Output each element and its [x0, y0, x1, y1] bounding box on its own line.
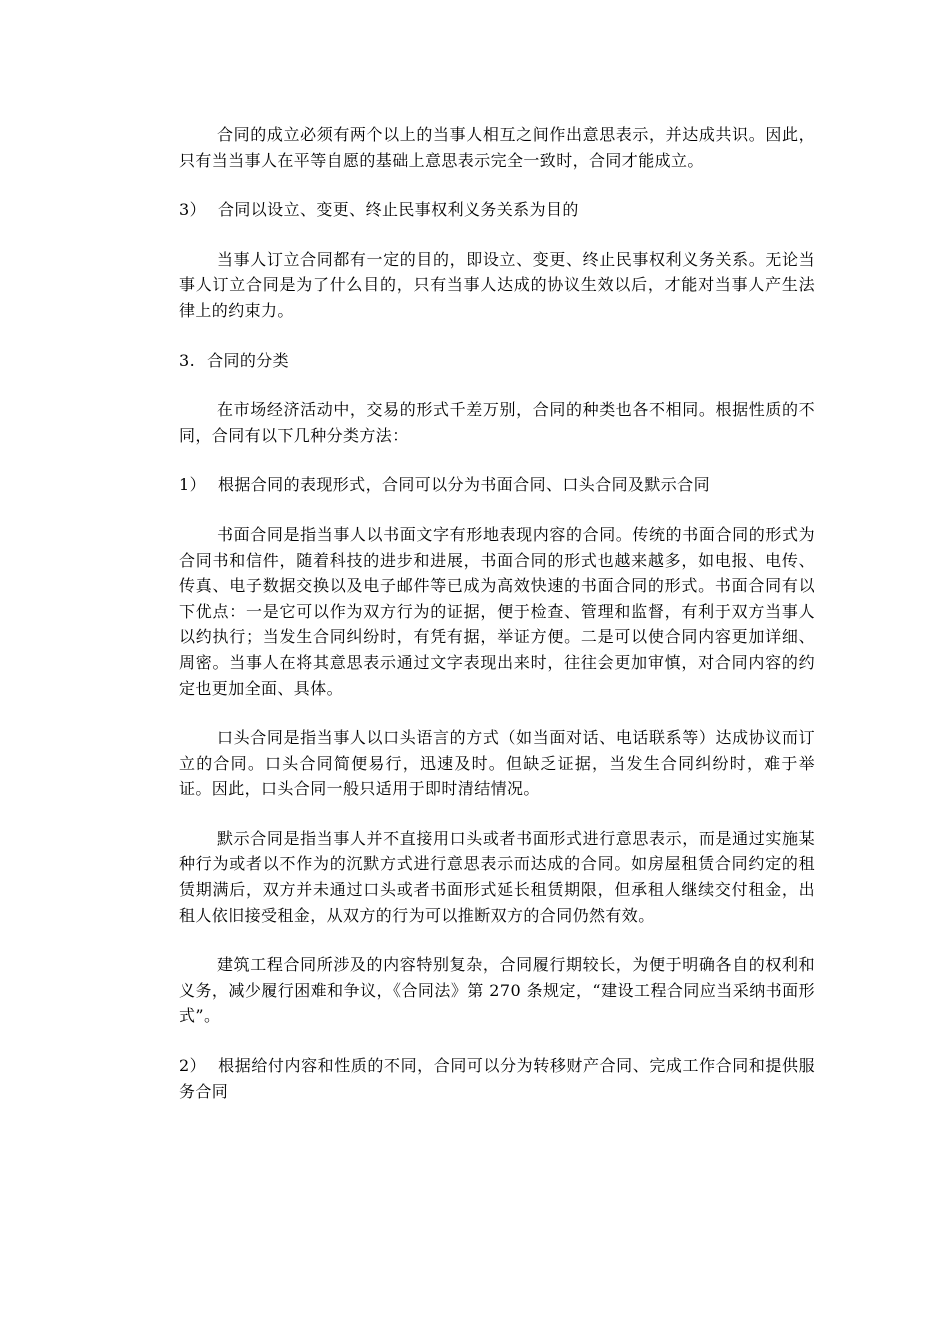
document-page [179, 122, 815, 1128]
paragraph-contract-purpose: 当事人订立合同都有一定的目的，即设立、变更、终止民事权利义务关系。无论当事人订立合同是为了什么目的，只有当事人达成的协议生效以后，才能对当事人产生法律上的约束力。 [179, 249, 815, 320]
heading-contract-purpose [179, 197, 815, 223]
heading-performance-content [179, 1053, 815, 1104]
heading-number: 2） [179, 1056, 206, 1076]
paragraph-implied-contract: 默示合同是指当事人并不直接用口头或者书面形式进行意思表示，而是通过实施某种行为或者以不作为的沉默方式进行意思表示而达成的合同。如房屋租赁合同约定的租赁期满后，双方并未通过口头或者书面形式延长租赁期限，但承租人继续交付租金，出租人依旧接受租金，从双方的行为可以推断双方的合同仍然有效。 [179, 828, 815, 925]
paragraph-written-contract: 书面合同是指当事人以书面文字有形地表现内容的合同。传统的书面合同的形式为合同书和信件，随着科技的进步和进展，书面合同的形式也越来越多，如电报、电传、传真、电子数据交换以及电子邮件等已成为高效快速的书面合同的形式。书面合同有以下优点：一是它可以作为双方行为的证据，便于检查、管理和监督，有利于双方当事人以约执行；当发生合同纠纷时，有凭有据，举证方便。二是可以使合同内容更加详细、周密。当事人在将其意思表示通过文字表现出来时，往往会更加审慎，对合同内容的约定也更加全面、具体。 [179, 524, 815, 698]
heading-text: 合同的分类 [207, 350, 290, 370]
heading-text: 根据合同的表现形式，合同可以分为书面合同、口头合同及默示合同 [217, 475, 710, 495]
paragraph-contract-formation: 合同的成立必须有两个以上的当事人相互之间作出意思表示，并达成共识。因此，只有当当事人在平等自愿的基础上意思表示完全一致时，合同才能成立。 [179, 125, 815, 170]
heading-number: 3. [179, 350, 196, 370]
paragraph-oral-contract: 口头合同是指当事人以口头语言的方式（如当面对话、电话联系等）达成协议而订立的合同。口头合同简便易行，迅速及时。但缺乏证据，当发生合同纠纷时，难于举证。因此，口头合同一般只适用于即时清结情况。 [179, 728, 815, 799]
paragraph-classification-intro: 在市场经济活动中，交易的形式千差万别，合同的种类也各不相同。根据性质的不同，合同有以下几种分类方法： [179, 400, 815, 445]
heading-text: 合同以设立、变更、终止民事权利义务关系为目的 [217, 200, 579, 220]
heading-number: 3） [179, 200, 206, 220]
heading-number: 1） [179, 475, 206, 495]
heading-text: 根据给付内容和性质的不同，合同可以分为转移财产合同、完成工作合同和提供服务合同 [179, 1056, 815, 1101]
paragraph-construction-contract: 建筑工程合同所涉及的内容特别复杂，合同履行期较长，为便于明确各自的权利和义务，减少履行困难和争议，《合同法》第 270 条规定，“建设工程合同应当采纳书面形式”。 [179, 955, 815, 1026]
heading-contract-classification [179, 348, 815, 374]
heading-contract-forms [179, 472, 815, 498]
